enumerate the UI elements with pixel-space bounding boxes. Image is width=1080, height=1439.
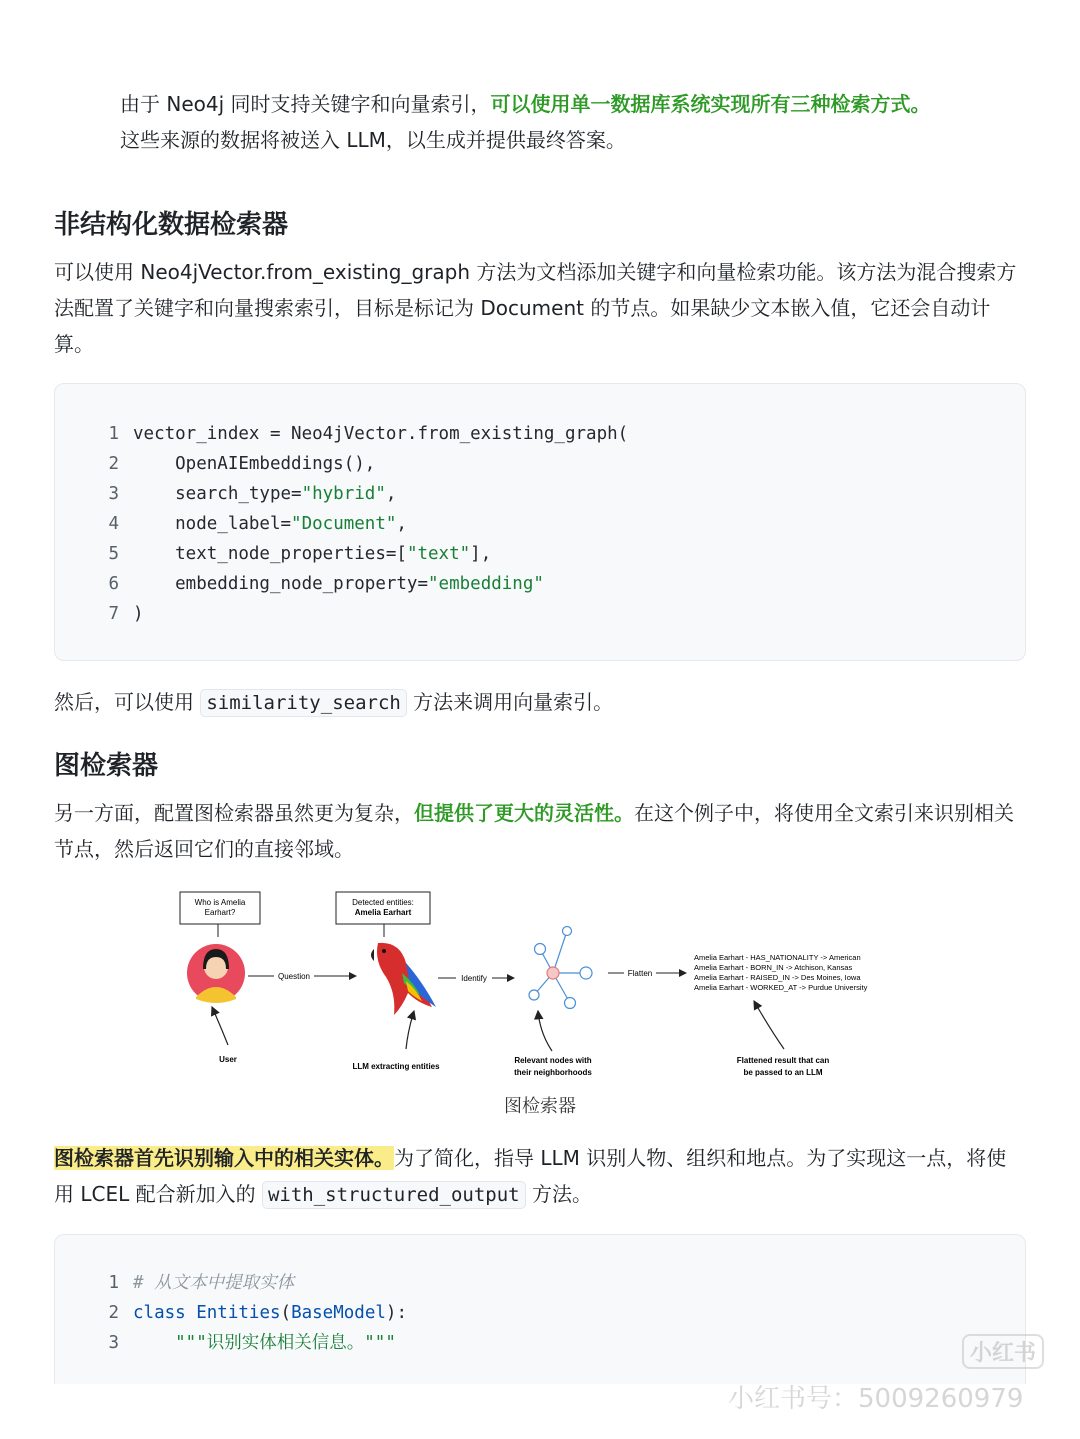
- llm-label: LLM extracting entities: [352, 1062, 440, 1071]
- intro-text: 由于 Neo4j 同时支持关键字和向量索引，: [120, 92, 491, 116]
- parrot-icon: [371, 943, 436, 1015]
- triple-line: Amelia Earhart - BORN_IN -> Atchison, Kansas: [694, 963, 853, 972]
- triple-line: Amelia Earhart - RAISED_IN -> Des Moines, Iowa: [694, 973, 861, 982]
- graph-nodes-icon: [529, 927, 592, 1009]
- code-line: 5 text_node_properties=["text"],: [108, 544, 492, 564]
- svg-text:Earhart?: Earhart?: [204, 908, 236, 917]
- graph-retriever-diagram: [170, 885, 910, 1085]
- similarity-search-paragraph: 然后，可以使用 similarity_search 方法来调用向量索引。: [54, 684, 1024, 721]
- section-title-unstructured: 非结构化数据检索器: [54, 210, 289, 240]
- highlighted-text: 图检索器首先识别输入中的相关实体。: [54, 1146, 394, 1170]
- llm-speech-bubble: [336, 892, 430, 937]
- code-line: 3 search_type="hybrid",: [108, 484, 397, 504]
- flatten-label: Flatten: [627, 969, 653, 978]
- identify-label: Identify: [461, 974, 487, 983]
- triple-line: Amelia Earhart - WORKED_AT -> Purdue University: [694, 983, 868, 992]
- flattened-label: Flattened result that can: [736, 1056, 830, 1065]
- code-block-vector-index: [54, 383, 1026, 661]
- intro-emphasis: 可以使用单一数据库系统实现所有三种检索方式。: [490, 92, 931, 116]
- pointer-arrows: [212, 1001, 784, 1051]
- question-label: Question: [277, 972, 311, 981]
- user-avatar-icon: [187, 944, 245, 1003]
- user-label: User: [219, 1055, 237, 1064]
- section-title-graph: 图检索器: [54, 751, 159, 781]
- watermark-text: 小红书号：5009260979: [728, 1384, 1024, 1414]
- intro-text-2: 这些来源的数据将被送入 LLM，以生成并提供最终答案。: [120, 128, 626, 152]
- code-line: 7 ): [108, 604, 144, 624]
- figure-caption: 图检索器: [504, 1096, 576, 1117]
- inline-code-similarity-search: similarity_search: [200, 689, 406, 717]
- svg-text:Amelia Earhart: Amelia Earhart: [354, 908, 412, 917]
- inline-code-structured-output: with_structured_output: [262, 1181, 526, 1209]
- graph-emphasis: 但提供了更大的灵活性。: [414, 801, 634, 825]
- nodes-label: their neighborhoods: [514, 1068, 592, 1077]
- section-paragraph-unstructured: 可以使用 Neo4jVector.from_existing_graph 方法为文档添加关键字和向量检索功能。该方法为混合搜索方法配置了关键字和向量搜索索引，目标是标记为 Document 的节点。如果缺少文本嵌入值，它还会自动计算。: [54, 260, 1017, 356]
- code-line: 1 # 从文本中提取实体: [108, 1273, 295, 1293]
- svg-text:Detected entities:: Detected entities:: [352, 898, 414, 907]
- code-block-entities: [54, 1234, 1026, 1384]
- code-line: 4 node_label="Document",: [108, 514, 407, 534]
- triple-line: Amelia Earhart - HAS_NATIONALITY -> American: [694, 953, 861, 962]
- code-line: 2 class Entities(BaseModel):: [108, 1303, 407, 1323]
- nodes-label: Relevant nodes with: [514, 1056, 592, 1065]
- entities-paragraph: 图检索器首先识别输入中的相关实体。为了简化，指导 LLM 识别人物、组织和地点。为了实现这一点，将使用 LCEL 配合新加入的 with_structured_output 方法。: [54, 1140, 1024, 1213]
- code-line: 2 OpenAIEmbeddings(),: [108, 454, 376, 474]
- intro-paragraph: [120, 86, 1020, 158]
- flattened-label: be passed to an LLM: [743, 1068, 823, 1077]
- section-paragraph-graph: 另一方面，配置图检索器虽然更为复杂，但提供了更大的灵活性。在这个例子中，将使用全文索引来识别相关节点，然后返回它们的直接邻域。: [54, 801, 1014, 861]
- watermark-logo: 小红书: [962, 1334, 1044, 1369]
- code-line: 1 vector_index = Neo4jVector.from_existing_graph(: [108, 424, 629, 444]
- svg-text:Who is Amelia: Who is Amelia: [194, 898, 246, 907]
- code-line: 3 """识别实体相关信息。""": [108, 1333, 396, 1353]
- code-line: 6 embedding_node_property="embedding": [108, 574, 544, 594]
- user-speech-bubble: [180, 892, 260, 937]
